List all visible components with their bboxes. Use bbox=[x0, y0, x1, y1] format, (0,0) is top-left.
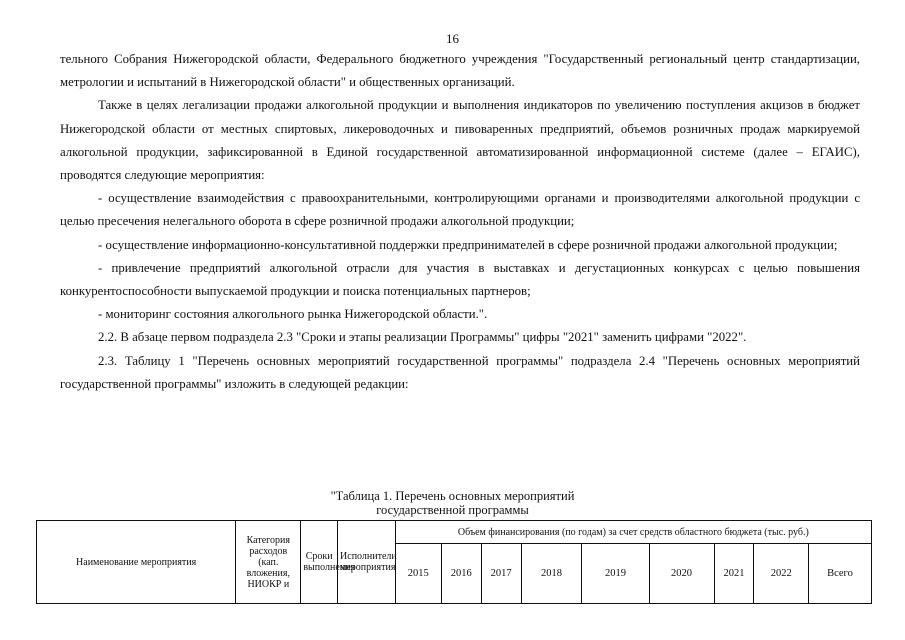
header-year: 2017 bbox=[481, 544, 521, 604]
funding-table bbox=[36, 520, 872, 604]
header-year: 2022 bbox=[754, 544, 809, 604]
header-terms: Сроки выполнения bbox=[301, 521, 338, 604]
header-year: 2016 bbox=[441, 544, 481, 604]
table-caption-line-1: "Таблица 1. Перечень основных мероприятий bbox=[330, 489, 575, 503]
header-year: 2019 bbox=[582, 544, 649, 604]
body-text bbox=[60, 48, 860, 396]
header-executors: Исполнители мероприятия bbox=[338, 521, 396, 604]
paragraph-6: - мониторинг состояния алкогольного рынка Нижегородской области.". bbox=[98, 307, 488, 322]
paragraph-8: 2.3. Таблицу 1 "Перечень основных мероприятий государственной программы" подраздела 2.4 "Перечень основных мероприятий государственной программы" изложить в следующей редакции: bbox=[60, 353, 860, 391]
paragraph-2: Также в целях легализации продажи алкогольной продукции и выполнения индикаторов по увеличению поступления акцизов в бюджет Нижегородской области от местных спиртовых, ликероводочных и пивоваренных предприятий, объемов розничных продаж маркируемой алкогольной продукции, зафиксированной в Единой государственной автоматизированной информационной системе (далее – ЕГАИС), проводятся следующие мероприятия: bbox=[60, 98, 860, 183]
header-year: 2020 bbox=[649, 544, 714, 604]
paragraph-1: тельного Собрания Нижегородской области, Федерального бюджетного учреждения "Государственный региональный центр стандартизации, метрологии и испытаний в Нижегородской области" и общественных организаций. bbox=[60, 52, 860, 90]
page-number: 16 bbox=[446, 31, 459, 46]
header-activity-name: Наименование мероприятия bbox=[37, 521, 236, 604]
paragraph-5: - привлечение предприятий алкогольной отрасли для участия в выставках и дегустационных конкурсах с целью повышения конкурентоспособности выпускаемой продукции и поиска потенциальных партнеров; bbox=[60, 260, 860, 299]
header-year: 2018 bbox=[521, 544, 582, 604]
paragraph-3: - осуществление взаимодействия с правоохранительными, контролирующими органами и производителями алкогольной продукции с целью пресечения нелегального оборота в сфере розничной продажи алкогольной продукции; bbox=[60, 191, 860, 229]
header-total: Всего bbox=[808, 544, 871, 604]
header-funding-volume: Объем финансирования (по годам) за счет средств областного бюджета (тыс. руб.) bbox=[395, 521, 871, 544]
header-expense-category: Категория расходов (кап. вложения, НИОКР и bbox=[236, 521, 301, 604]
table-header-row-1 bbox=[37, 521, 872, 544]
header-year: 2015 bbox=[395, 544, 441, 604]
header-year: 2021 bbox=[714, 544, 754, 604]
paragraph-4: - осуществление информационно-консультативной поддержки предпринимателей в сфере розничной продажи алкогольной продукции; bbox=[98, 237, 838, 252]
table-caption-line-2: государственной программы bbox=[376, 503, 529, 517]
paragraph-7: 2.2. В абзаце первом подраздела 2.3 "Сроки и этапы реализации Программы" цифры "2021" заменить цифрами "2022". bbox=[98, 330, 747, 345]
